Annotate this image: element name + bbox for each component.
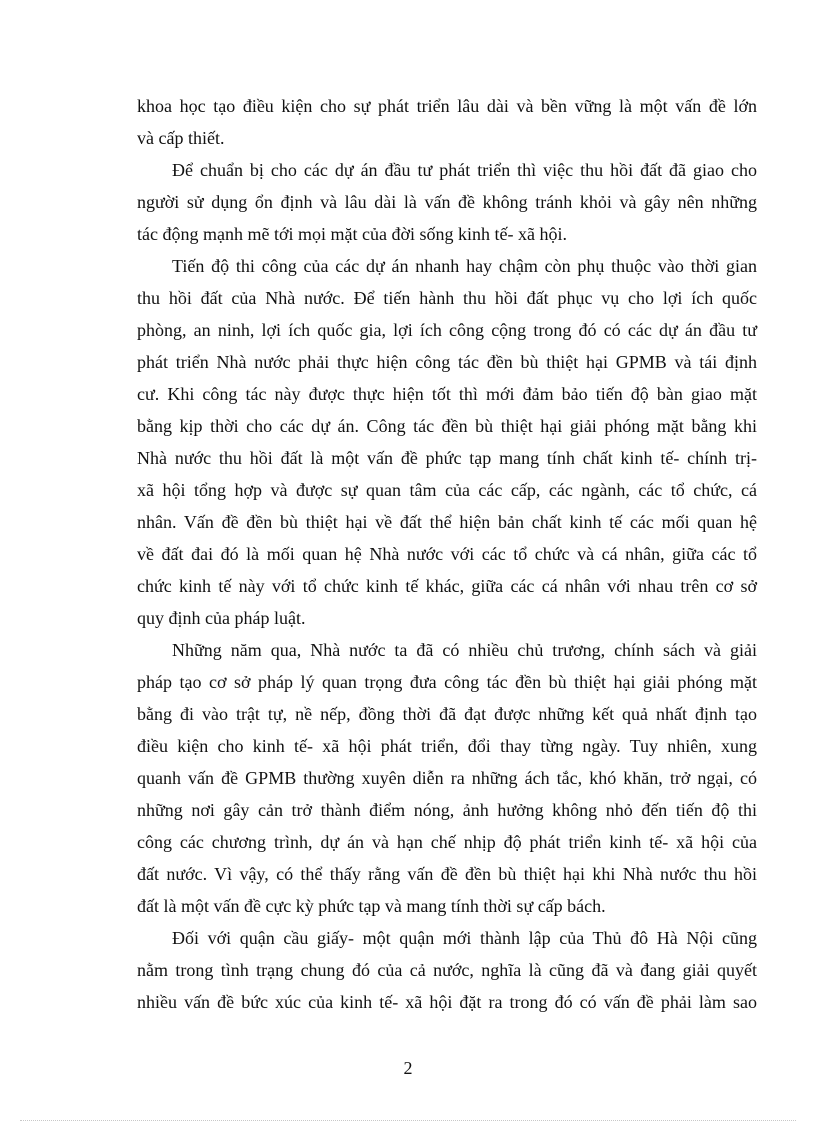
text-line: pháp tạo cơ sở pháp lý quan trọng đưa công tác đền bù thiệt hại giải phóng mặt (137, 672, 757, 692)
text-line: xã hội tổng hợp và được sự quan tâm của các cấp, các ngành, các tổ chức, cá (137, 480, 757, 500)
text-line: về đất đai đó là mối quan hệ Nhà nước với các tổ chức và cá nhân, giữa các tổ (137, 544, 757, 564)
text-line: quanh vấn đề GPMB thường xuyên diễn ra những ách tắc, khó khăn, trở ngại, có (137, 768, 757, 788)
text-line: Tiến độ thi công của các dự án nhanh hay chậm còn phụ thuộc vào thời gian (172, 256, 757, 276)
page-boundary-divider (20, 1120, 796, 1121)
text-line: và cấp thiết. (137, 128, 225, 148)
text-line: đất là một vấn đề cực kỳ phức tạp và mang tính thời sự cấp bách. (137, 896, 606, 916)
text-line: phát triển Nhà nước phải thực hiện công tác đền bù thiệt hại GPMB và tái định (137, 352, 757, 372)
page-number: 2 (403, 1058, 413, 1078)
text-line: phòng, an ninh, lợi ích quốc gia, lợi ích công cộng trong đó có các dự án đầu tư (137, 320, 757, 340)
text-line: chức kinh tế này với tổ chức kinh tế khác, giữa các cá nhân với nhau trên cơ sở (137, 576, 757, 596)
text-line: Nhà nước thu hồi đất là một vấn đề phức tạp mang tính chất kinh tế- chính trị- (137, 448, 757, 468)
text-line: nằm trong tình trạng chung đó của cả nước, nghĩa là cũng đã và đang giải quyết (137, 960, 757, 980)
text-line: bằng đi vào trật tự, nề nếp, đồng thời đã đạt được những kết quả nhất định tạo (137, 704, 757, 724)
text-line: khoa học tạo điều kiện cho sự phát triển lâu dài và bền vững là một vấn đề lớn (137, 96, 757, 116)
text-line: quy định của pháp luật. (137, 608, 306, 628)
text-line: cư. Khi công tác này được thực hiện tốt thì mới đảm bảo tiến độ bàn giao mặt (137, 384, 757, 404)
text-line: Những năm qua, Nhà nước ta đã có nhiều chủ trương, chính sách và giải (172, 640, 757, 660)
text-line: đất nước. Vì vậy, có thể thấy rằng vấn đề đền bù thiệt hại khi Nhà nước thu hồi (137, 864, 757, 884)
text-line: nhiều vấn đề bức xúc của kinh tế- xã hội đặt ra trong đó có vấn đề phải làm sao (137, 992, 757, 1012)
text-line: bằng kịp thời cho các dự án. Công tác đền bù thiệt hại giải phóng mặt bằng khi (137, 416, 757, 436)
text-line: nhân. Vấn đề đền bù thiệt hại về đất thể hiện bản chất kinh tế các mối quan hệ (137, 512, 757, 532)
text-line: Đối với quận cầu giấy- một quận mới thành lập của Thủ đô Hà Nội cũng (172, 928, 757, 948)
text-line: tác động mạnh mẽ tới mọi mặt của đời sống kinh tế- xã hội. (137, 224, 567, 244)
text-line: Để chuẩn bị cho các dự án đầu tư phát triển thì việc thu hồi đất đã giao cho (172, 160, 757, 180)
text-line: điều kiện cho kinh tế- xã hội phát triển, đổi thay từng ngày. Tuy nhiên, xung (137, 736, 757, 756)
text-line: công các chương trình, dự án và hạn chế nhịp độ phát triển kinh tế- xã hội của (137, 832, 757, 852)
text-line: những nơi gây cản trở thành điểm nóng, ảnh hưởng không nhỏ đến tiến độ thi (137, 800, 757, 820)
text-line: người sử dụng ổn định và lâu dài là vấn đề không tránh khỏi và gây nên những (137, 192, 757, 212)
text-line: thu hồi đất của Nhà nước. Để tiến hành thu hồi đất phục vụ cho lợi ích quốc (137, 288, 757, 308)
